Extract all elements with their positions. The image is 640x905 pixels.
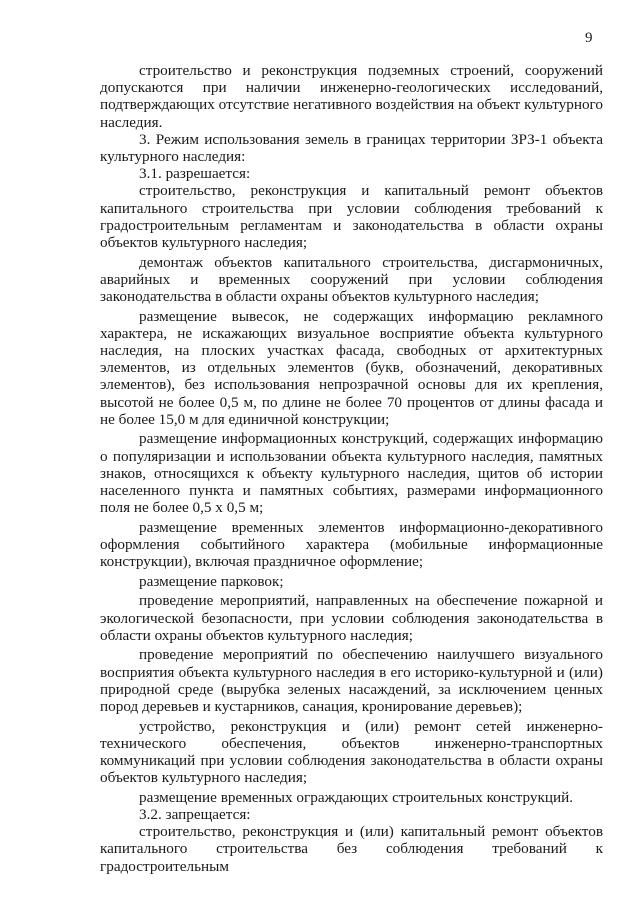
body-text	[100, 62, 603, 875]
paragraph-temporary-decor: размещение временных элементов информационно-декоративного оформления событийного характера (мобильные информационные конструкции), включая праздничное оформление;	[100, 518, 603, 571]
paragraph-fire-safety: проведение мероприятий, направленных на обеспечение пожарной и экологической безопасности, при условии соблюдения законодательства в области охраны объектов культурного наследия;	[100, 592, 603, 644]
paragraph-info-constructions: размещение информационных конструкций, содержащих информацию о популяризации и использовании объекта культурного наследия, памятных знаков, относящихся к объекту культурного наследия, щитов об истории населенного пункта и памятных событиях, размерами информационного поля не более 0,5 х 0,5 м;	[100, 430, 603, 517]
paragraph-temporary-fences: размещение временных ограждающих строительных конструкций.	[139, 788, 574, 806]
paragraph-engineering-networks: устройство, реконструкция и (или) ремонт сетей инженерно-технического обеспечения, объектов инженерно-транспортных коммуникаций при условии соблюдения законодательства в области охраны объектов культурного наследия;	[100, 717, 603, 787]
paragraph-3-1-heading: 3.1. разрешается:	[139, 165, 251, 183]
page-number: 9	[585, 30, 593, 46]
paragraph-signboards: размещение вывесок, не содержащих информацию рекламного характера, не искажающих визуальное восприятие объекта культурного наследия, на плоских участках фасада, свободных от архитектурных элементов, из отдельных элементов (букв, обозначений, декоративных элементов), без использования непрозрачной основы для их крепления, высотой не более 0,5 м, по длине не более 70 процентов от длины фасада и не более 15,0 м для единичной конструкции;	[100, 307, 603, 428]
paragraph-underground-construction: строительство и реконструкция подземных строений, сооружений допускаются при наличии инженерно-геологических исследований, подтверждающих отсутствие негативного воздействия на объект культурного наследия.	[100, 62, 603, 131]
paragraph-parking: размещение парковок;	[139, 572, 284, 590]
paragraph-3-2-heading: 3.2. запрещается:	[139, 806, 251, 824]
paragraph-construction-prohibited: строительство, реконструкция и (или) капитальный ремонт объектов капитального строительства без соблюдения требований к градостроительным	[100, 823, 603, 875]
paragraph-visual-perception: проведение мероприятий по обеспечению наилучшего визуального восприятия объекта культурного наследия в его историко-культурной и (или) природной среде (вырубка зеленых насаждений, за исключением ценных пород деревьев и кустарников, санация, кронирование деревьев);	[100, 646, 603, 716]
paragraph-section-3-heading: 3. Режим использования земель в границах территории ЗРЗ-1 объекта культурного наследия:	[100, 130, 603, 166]
paragraph-construction-allowed: строительство, реконструкция и капитальный ремонт объектов капитального строительства при условии соблюдения требований к градостроительным регламентам и законодательства в области охраны объектов культурного наследия;	[100, 182, 603, 252]
paragraph-demolition: демонтаж объектов капитального строительства, дисгармоничных, аварийных и временных сооружений при условии соблюдения законодательства в области охраны объектов культурного наследия;	[100, 253, 603, 306]
